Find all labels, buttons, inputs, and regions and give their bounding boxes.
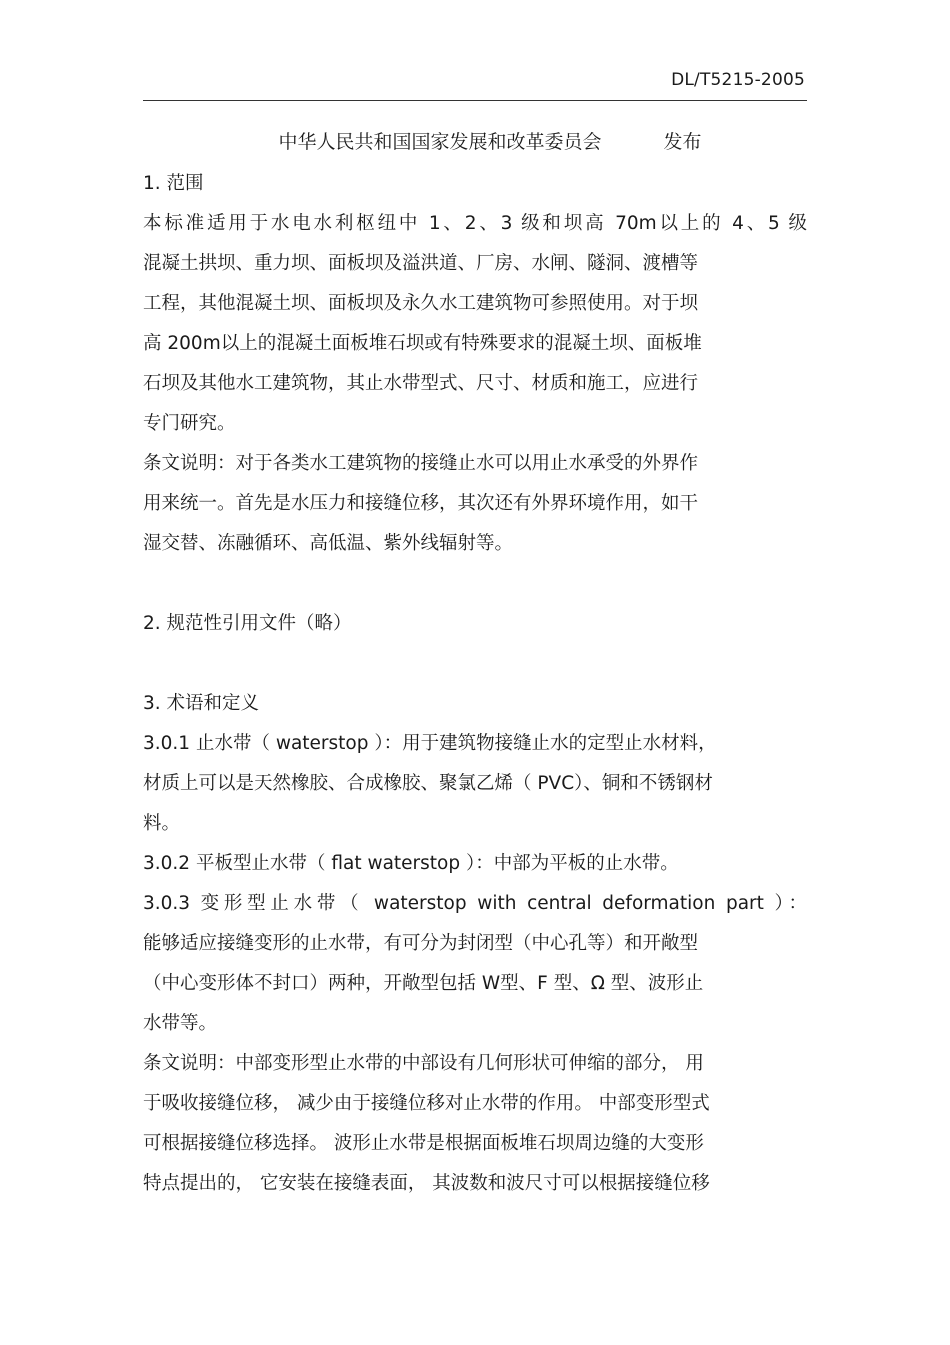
publisher-org: 中华人民共和国国家发展和改革委员会 [278,131,602,153]
text-line: 3.0.3 变形型止水带（ waterstop with central deformation part ）： [143,893,807,914]
text-line: 于吸收接缝位移， 减少由于接缝位移对止水带的作用。 中部变形型式 [143,1093,710,1114]
text-line: 混凝土拱坝、重力坝、面板坝及溢洪道、厂房、水闸、隧洞、渡槽等 [143,253,699,274]
text-line: 特点提出的， 它安装在接缝表面， 其波数和波尺寸可以根据接缝位移 [143,1173,710,1194]
header-rule [143,100,807,101]
text-line: 石坝及其他水工建筑物，其止水带型式、尺寸、材质和施工，应进行 [143,373,699,394]
text-line: 3.0.2 平板型止水带（ flat waterstop ）：中部为平板的止水带。 [143,853,679,874]
text-line: （中心变形体不封口）两种，开敞型包括 W型、F 型、Ω 型、波形止 [143,973,704,994]
blank-line [143,564,807,604]
section-heading: 3. 术语和定义 [143,693,260,714]
text-line: 工程，其他混凝土坝、面板坝及永久水工建筑物可参照使用。对于坝 [143,293,699,314]
text-line: 能够适应接缝变形的止水带，有可分为封闭型（中心孔等）和开敞型 [143,933,699,954]
blank-line [143,644,807,684]
text-line: 高 200m以上的混凝土面板堆石坝或有特殊要求的混凝土坝、面板堆 [143,333,702,354]
text-line: 用来统一。首先是水压力和接缝位移，其次还有外界环境作用，如干 [143,493,699,514]
section-heading: 1. 范围 [143,173,204,194]
section-heading: 2. 规范性引用文件（略） [143,613,352,634]
text-line: 水带等。 [143,1013,218,1034]
text-line: 本标准适用于水电水利枢纽中 1、2、3 级和坝高 70m以上的 4、5 级 [143,213,807,234]
text-line: 可根据接缝位移选择。 波形止水带是根据面板堆石坝周边缝的大变形 [143,1133,704,1154]
document-body [143,124,807,1204]
text-line: 专门研究。 [143,413,236,434]
text-line: 条文说明：对于各类水工建筑物的接缝止水可以用止水承受的外界作 [143,453,699,474]
text-line: 料。 [143,813,181,834]
document-code: DL/T5215-2005 [671,70,805,90]
text-line: 材质上可以是天然橡胶、合成橡胶、聚氯乙烯（ PVC）、铜和不锈钢材 [143,773,713,794]
publisher-action: 发布 [663,131,702,153]
publisher-line [173,124,807,160]
text-line: 条文说明：中部变形型止水带的中部设有几何形状可伸缩的部分， 用 [143,1053,704,1074]
text-line: 湿交替、冻融循环、高低温、紫外线辐射等。 [143,533,514,554]
text-line: 3.0.1 止水带（ waterstop ）：用于建筑物接缝止水的定型止水材料， [143,733,717,754]
